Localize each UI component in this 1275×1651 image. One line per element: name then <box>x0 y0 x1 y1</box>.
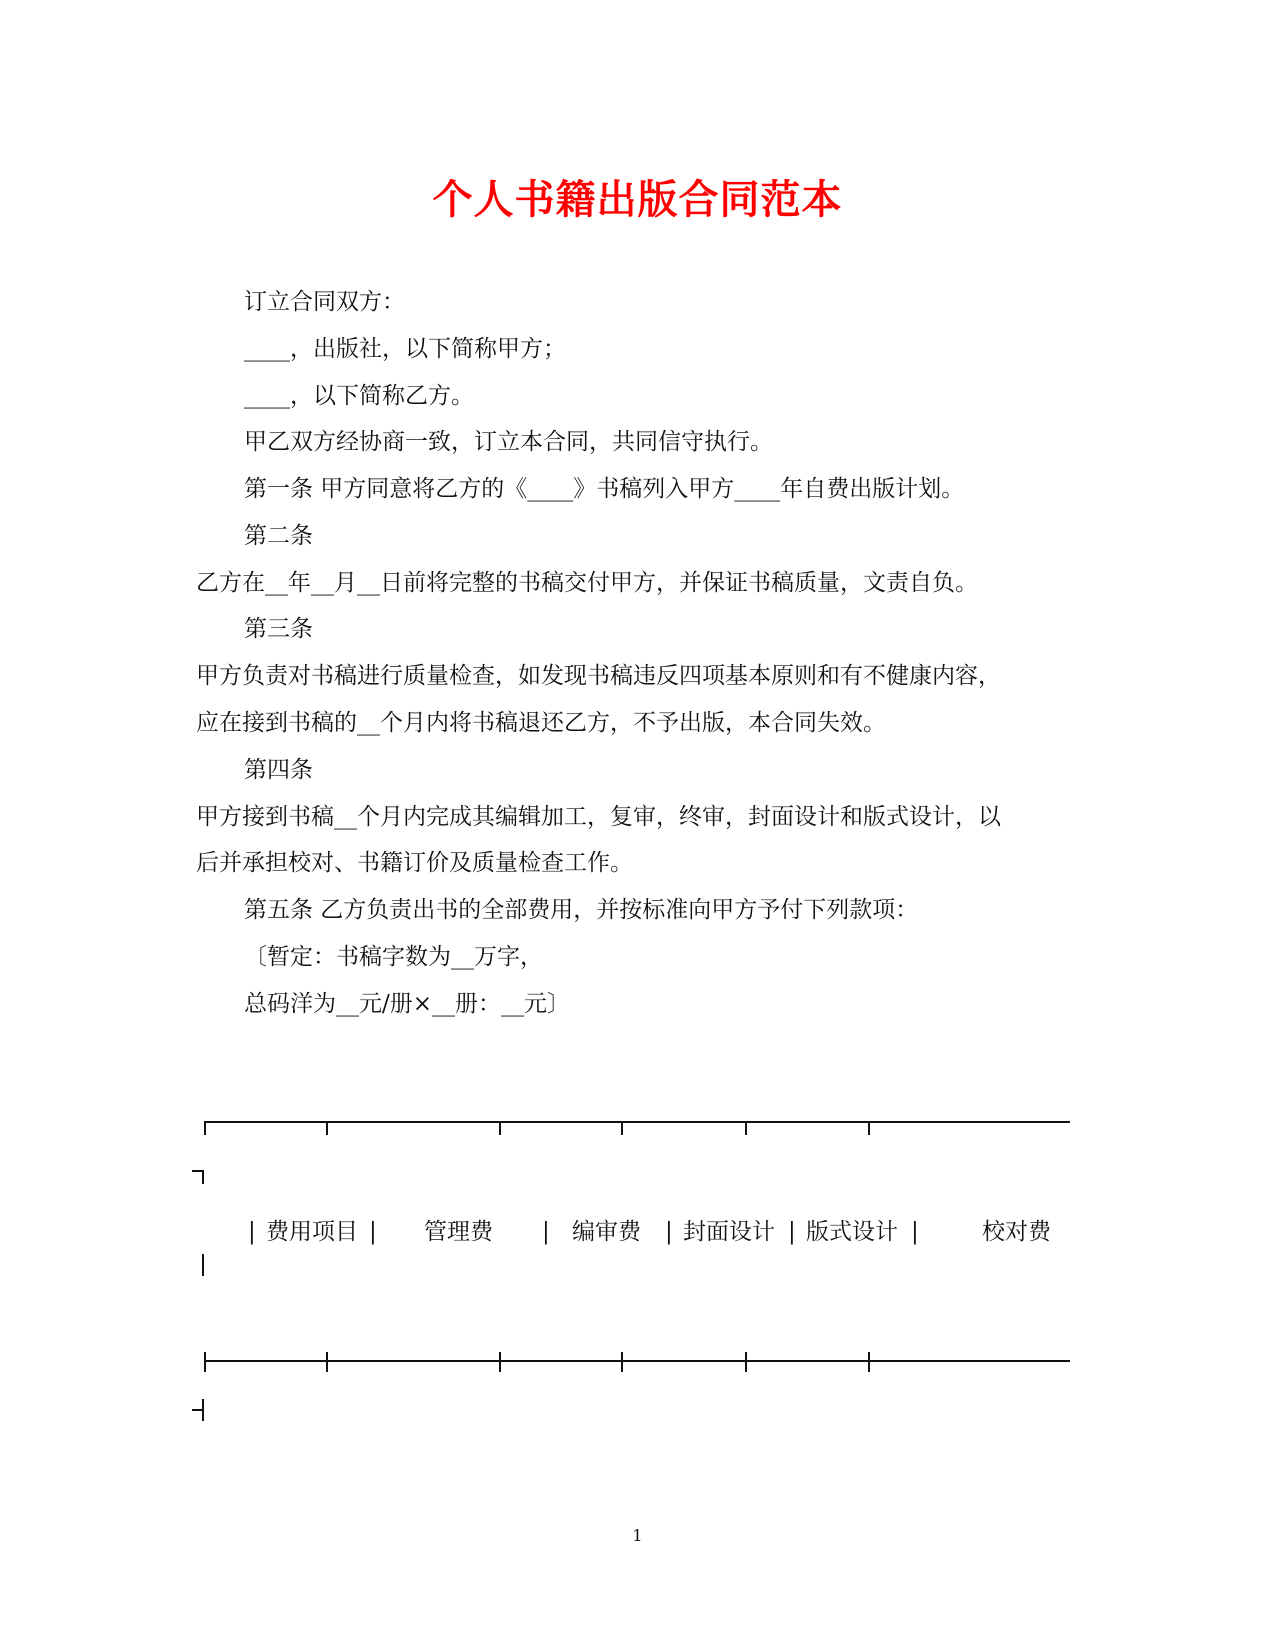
paragraph-party-b: ____，以下简称乙方。 <box>244 383 474 409</box>
cell-separator: | <box>248 1219 256 1245</box>
table-top-tick <box>499 1121 501 1135</box>
article-3-heading: 第三条 <box>244 616 313 642</box>
table-middle-tick <box>326 1352 328 1372</box>
article-4-body-line-2: 后并承担校对、书籍订价及质量检查工作。 <box>196 850 633 876</box>
table-top-tick <box>868 1121 870 1135</box>
table-middle-tick <box>499 1352 501 1372</box>
table-top-tick <box>745 1121 747 1135</box>
table-top-tick <box>204 1121 206 1135</box>
article-5: 第五条 乙方负责出书的全部费用，并按标准向甲方予付下列款项： <box>244 897 919 923</box>
header-layout-design: 版式设计 <box>806 1219 898 1245</box>
article-4-heading: 第四条 <box>244 757 313 783</box>
table-corner <box>202 1170 204 1184</box>
header-proofreading-fee: 校对费 <box>982 1219 1051 1245</box>
header-cover-design: 封面设计 <box>683 1219 775 1245</box>
article-4-body-line-1: 甲方接到书稿__个月内完成其编辑加工，复审，终审，封面设计和版式设计，以 <box>196 804 1001 830</box>
article-3-body-line-2: 应在接到书稿的__个月内将书稿退还乙方，不予出版，本合同失效。 <box>196 710 886 736</box>
cell-separator: | <box>911 1219 919 1245</box>
table-top-rule <box>204 1121 1070 1123</box>
article-1: 第一条 甲方同意将乙方的《____》书稿列入甲方____年自费出版计划。 <box>244 476 965 502</box>
cell-separator: | <box>542 1219 550 1245</box>
document-title: 个人书籍出版合同范本 <box>432 176 843 223</box>
article-5-estimate-line-1: 〔暂定：书稿字数为__万字， <box>244 944 543 970</box>
header-editing-fee: 编审费 <box>572 1219 641 1245</box>
table-middle-tick <box>621 1352 623 1372</box>
table-top-tick <box>621 1121 623 1135</box>
table-middle-rule <box>204 1360 1070 1362</box>
article-2-body: 乙方在__年__月__日前将完整的书稿交付甲方，并保证书稿质量，文责自负。 <box>196 570 978 596</box>
cell-separator: | <box>665 1219 673 1245</box>
table-corner <box>192 1409 204 1411</box>
header-management-fee: 管理费 <box>424 1219 493 1245</box>
article-3-body-line-1: 甲方负责对书稿进行质量检查，如发现书稿违反四项基本原则和有不健康内容， <box>196 663 1001 689</box>
article-2-heading: 第二条 <box>244 523 313 549</box>
page-number: 1 <box>632 1526 643 1545</box>
cell-separator: | <box>788 1219 796 1245</box>
cell-separator: | <box>369 1219 377 1245</box>
header-fee-item: 费用项目 <box>266 1219 358 1245</box>
row-end-bar <box>202 1254 204 1276</box>
paragraph-party-a: ____，出版社，以下简称甲方； <box>244 336 566 362</box>
article-5-estimate-line-2: 总码洋为__元/册×__册：__元〕 <box>244 991 571 1017</box>
table-top-tick <box>326 1121 328 1135</box>
table-middle-tick <box>868 1352 870 1372</box>
table-middle-tick <box>745 1352 747 1372</box>
table-middle-tick <box>204 1352 206 1372</box>
paragraph-parties-intro: 订立合同双方： <box>244 289 405 315</box>
paragraph-agreement: 甲乙双方经协商一致，订立本合同，共同信守执行。 <box>244 429 773 455</box>
